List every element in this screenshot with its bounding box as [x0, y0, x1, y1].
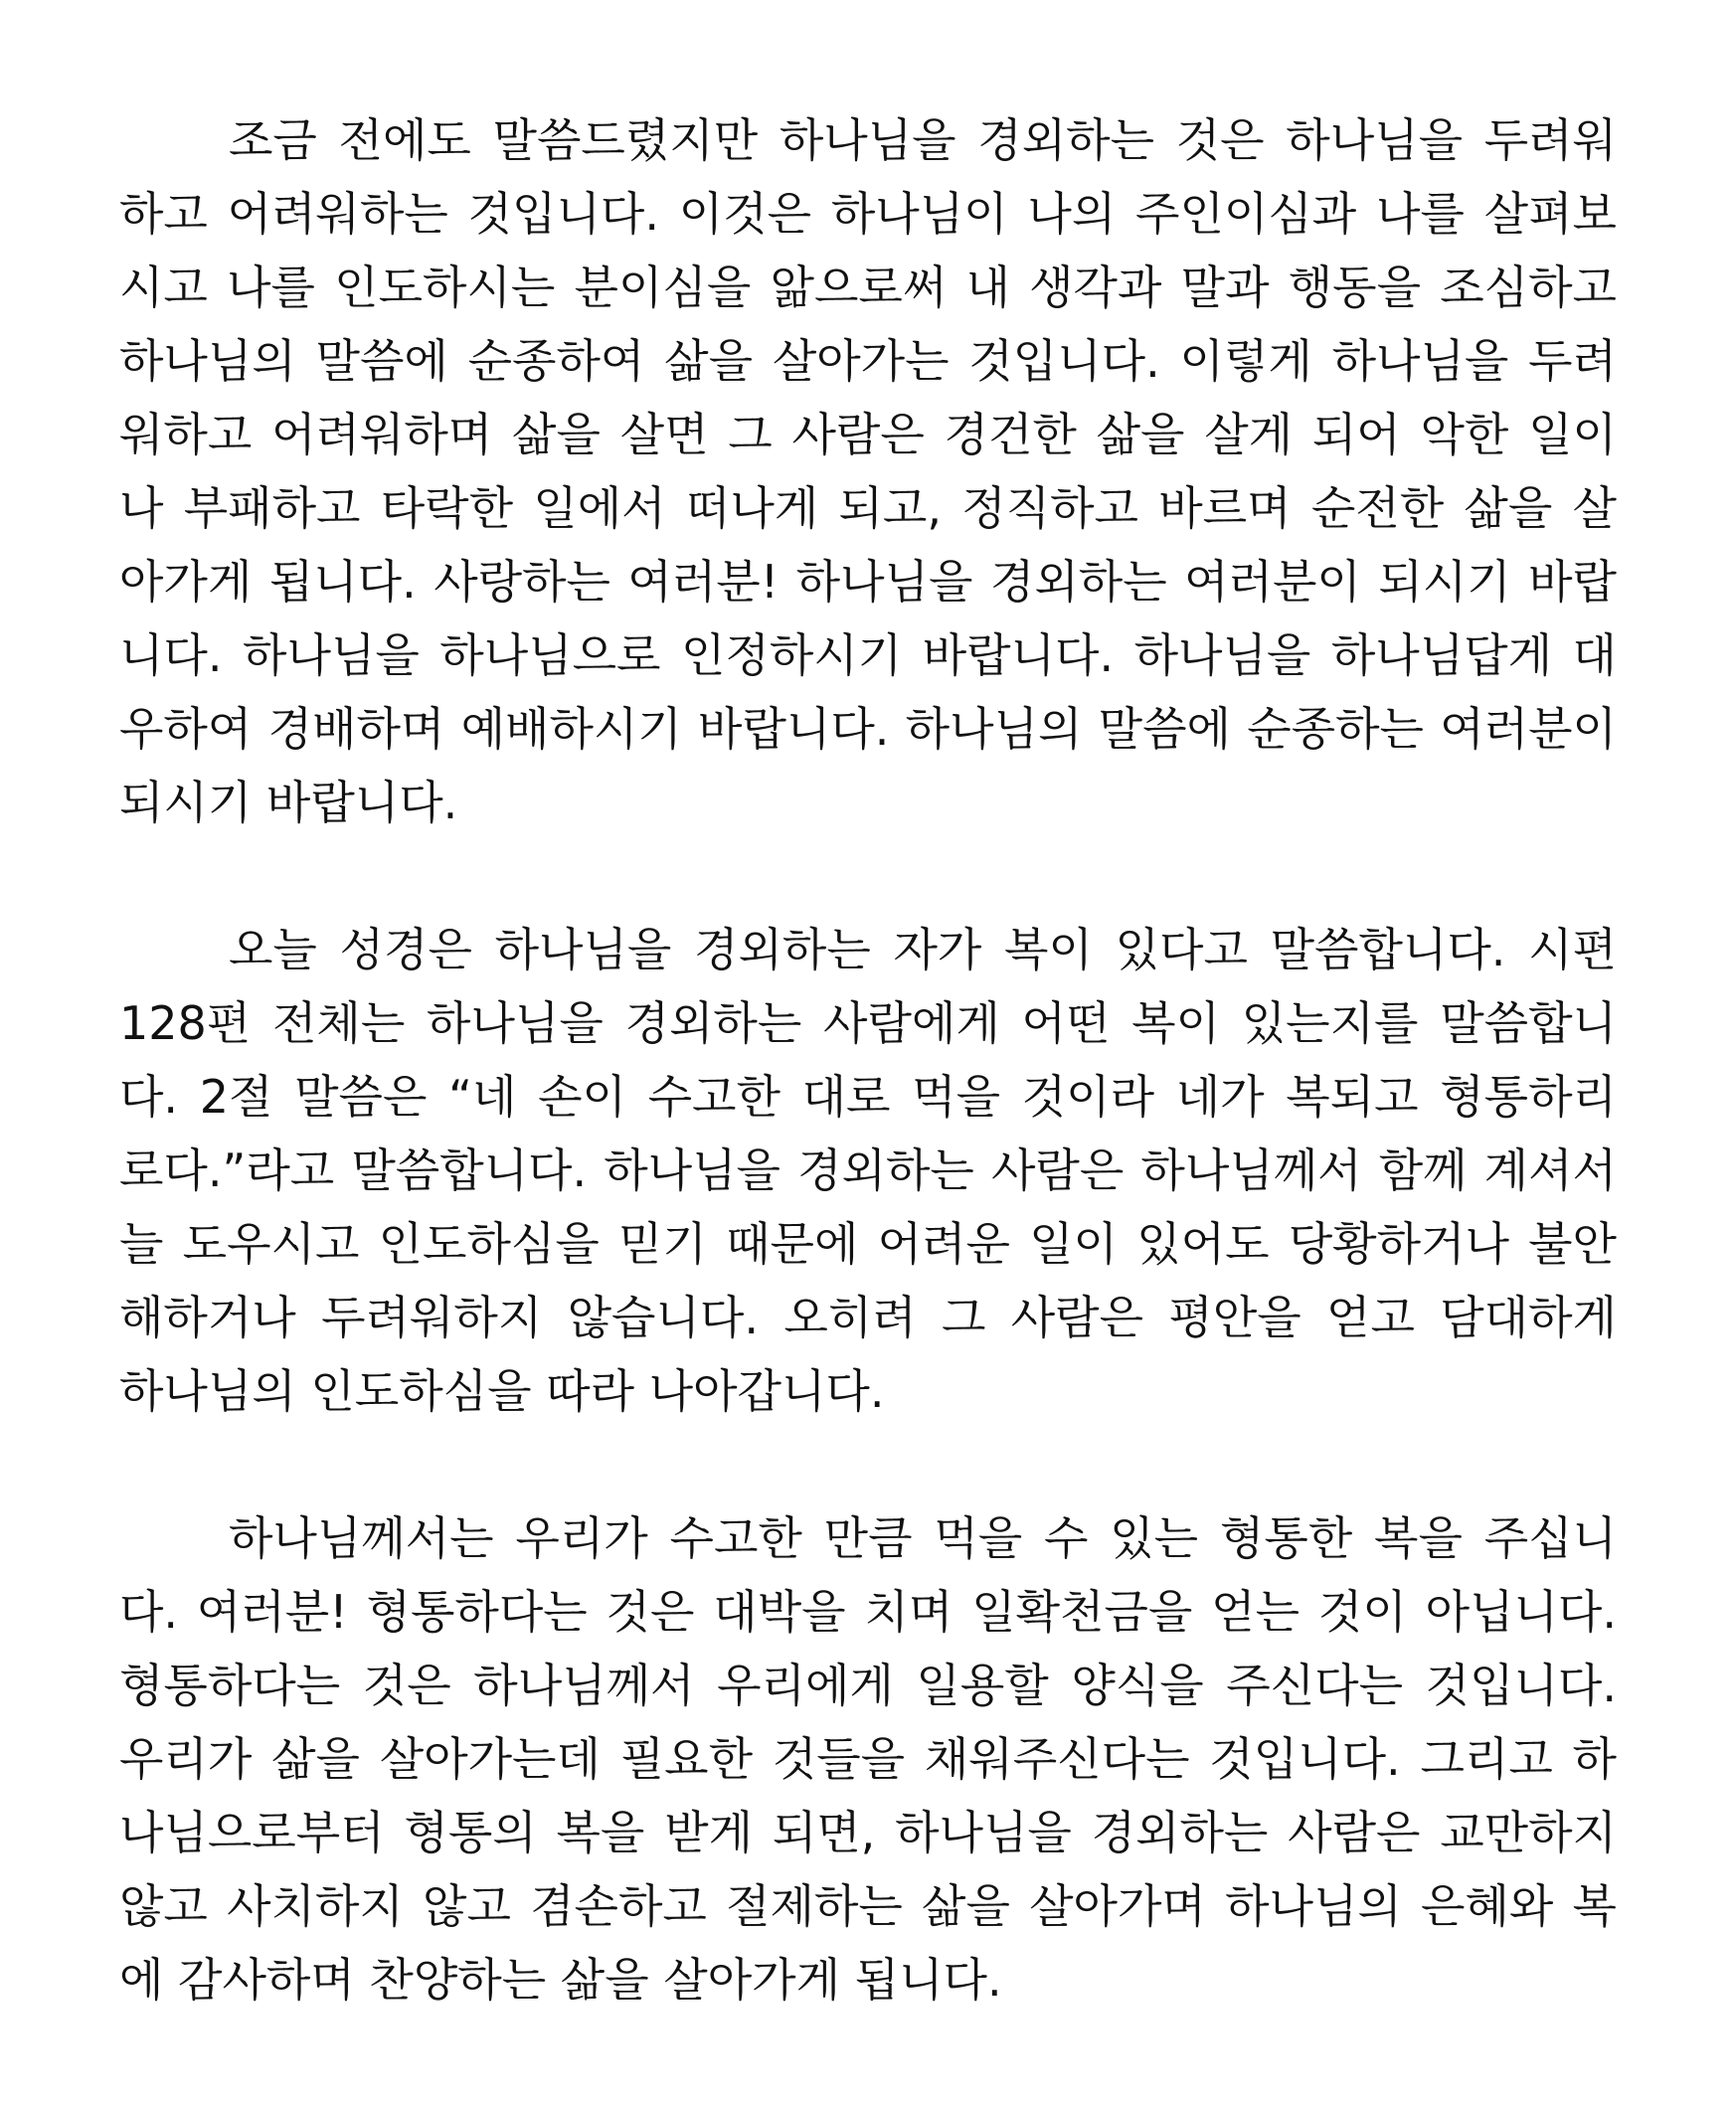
paragraph-line: 형통하다는 것은 하나님께서 우리에게 일용할 양식을 주신다는 것입니다.	[119, 1659, 1617, 1712]
paragraph-line: 오늘 성경은 하나님을 경외하는 자가 복이 있다고 말씀합니다. 시편	[229, 923, 1617, 976]
paragraph-line: 니다. 하나님을 하나님으로 인정하시기 바랍니다. 하나님을 하나님답게 대	[119, 628, 1617, 682]
document-page	[119, 103, 1617, 2017]
paragraph-line: 해하거나 두려워하지 않습니다. 오히려 그 사람은 평안을 얻고 담대하게	[119, 1291, 1617, 1344]
paragraph-3	[119, 1501, 1617, 2017]
paragraph-line: 늘 도우시고 인도하심을 믿기 때문에 어려운 일이 있어도 당황하거나 불안	[119, 1217, 1617, 1271]
paragraph-line: 조금 전에도 말씀드렸지만 하나님을 경외하는 것은 하나님을 두려워	[229, 113, 1617, 167]
paragraph-line: 않고 사치하지 않고 겸손하고 절제하는 삶을 살아가며 하나님의 은혜와 복	[119, 1879, 1617, 1933]
paragraph-2	[119, 913, 1617, 1428]
paragraph-line: 나님으로부터 형통의 복을 받게 되면, 하나님을 경외하는 사람은 교만하지	[119, 1806, 1617, 1859]
paragraph-spacer	[119, 839, 1617, 913]
paragraph-line: 하나님의 말씀에 순종하여 삶을 살아가는 것입니다. 이렇게 하나님을 두려	[119, 334, 1617, 388]
paragraph-line: 우하여 경배하며 예배하시기 바랍니다. 하나님의 말씀에 순종하는 여러분이	[119, 702, 1617, 756]
paragraph-line: 워하고 어려워하며 삶을 살면 그 사람은 경건한 삶을 살게 되어 악한 일이	[119, 408, 1617, 461]
paragraph-line: 되시기 바랍니다.	[119, 776, 458, 829]
paragraph-1	[119, 103, 1617, 839]
paragraph-line: 시고 나를 인도하시는 분이심을 앎으로써 내 생각과 말과 행동을 조심하고	[119, 261, 1617, 314]
paragraph-line: 나 부패하고 타락한 일에서 떠나게 되고, 정직하고 바르며 순전한 삶을 살	[119, 481, 1617, 535]
paragraph-spacer	[119, 1428, 1617, 1501]
paragraph-line: 하나님께서는 우리가 수고한 만큼 먹을 수 있는 형통한 복을 주십니	[229, 1511, 1617, 1565]
paragraph-line: 다. 여러분! 형통하다는 것은 대박을 치며 일확천금을 얻는 것이 아닙니다.	[119, 1585, 1617, 1639]
paragraph-line: 아가게 됩니다. 사랑하는 여러분! 하나님을 경외하는 여러분이 되시기 바랍	[119, 555, 1617, 609]
paragraph-line: 128편 전체는 하나님을 경외하는 사람에게 어떤 복이 있는지를 말씀합니	[119, 996, 1617, 1050]
paragraph-line: 에 감사하며 찬양하는 삶을 살아가게 됩니다.	[119, 1953, 1002, 2007]
paragraph-line: 다. 2절 말씀은 “네 손이 수고한 대로 먹을 것이라 네가 복되고 형통하리	[119, 1070, 1617, 1124]
paragraph-line: 하고 어려워하는 것입니다. 이것은 하나님이 나의 주인이심과 나를 살펴보	[119, 187, 1617, 241]
paragraph-line: 하나님의 인도하심을 따라 나아갑니다.	[119, 1364, 885, 1418]
paragraph-line: 우리가 삶을 살아가는데 필요한 것들을 채워주신다는 것입니다. 그리고 하	[119, 1732, 1617, 1786]
paragraph-line: 로다.”라고 말씀합니다. 하나님을 경외하는 사람은 하나님께서 함께 계셔서	[119, 1143, 1617, 1197]
